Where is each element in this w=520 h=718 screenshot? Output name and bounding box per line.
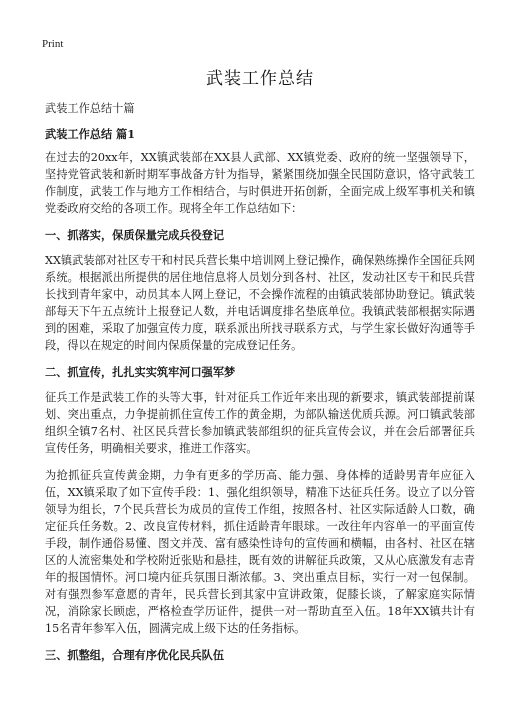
section-heading-3: 三、抓整组，合理有序优化民兵队伍 [45, 648, 225, 662]
article-title: 武装工作总结 篇1 [45, 127, 135, 141]
section-2-paragraph-2: 为抢抓征兵宣传黄金期，力争有更多的学历高、能力强、身体棒的适龄男青年应征入伍，XX镇采取了如下宣传手段：1、强化组织领导，精准下达征兵任务。设立了以分管领导为组长，7个民兵营长为成员的宣传工作组，按照各村、社区实际适龄人口数，确定征兵任务数。2、改良宣传材料，抓住适龄青年眼球。一改往年内容单一的平面宣传手段，制作通俗易懂、图文并茂、富有感染性诗句的宣传画和横幅，由各村、社区在辖区的人流密集处和学校附近张贴和悬挂，既有效的讲解征兵政策，又从心底激发有志青年的报国情怀。河口境内征兵氛围日渐浓郁。3、突出重点目标，实行一对一包保制。对有强烈参军意愿的青年，民兵营长到其家中宣讲政策，促膝长谈，了解家庭实际情况，消除家长顾虑，严格检查学历证件，提供一对一帮助直至入伍。18年XX镇共计有15名青年参军入伍，圆满完成上级下达的任务指标。 [45, 469, 475, 635]
section-2-paragraph-1: 征兵工作是武装工作的头等大事，针对征兵工作近年来出现的新要求，镇武装部提前谋划、突出重点，力争提前抓住宣传工作的黄金期，为部队输送优质兵源。河口镇武装部组织全镇7名村、社区民兵营长参加镇武装部组织的征兵宣传会议，并在会后部署征兵宣传任务，明确相关要求，推进工作落实。 [45, 391, 475, 455]
section-heading-1: 一、抓落实，保质保量完成兵役登记 [45, 228, 225, 242]
document-body [45, 100, 475, 672]
print-link[interactable]: Print [42, 38, 64, 50]
section-heading-2: 二、抓宣传，扎扎实实筑牢河口强军梦 [45, 365, 236, 379]
document-title: 武装工作总结 [206, 69, 314, 89]
section-1-paragraph: XX镇武装部对社区专干和村民兵营长集中培训网上登记操作，确保熟练操作全国征兵网系统。根据派出所提供的居住地信息将人员划分到各村、社区，发动社区专干和民兵营长找到青年家中，动员其本人网上登记，不会操作流程的由镇武装部协助登记。镇武装部每天下午五点统计上报登记人数，并电话调度排名垫底单位。我镇武装部根据实际遇到的困难，采取了加强宣传力度，联系派出所找寻联系方式，与学生家长做好沟通等手段，得以在规定的时间内保质保量的完成登记任务。 [45, 254, 475, 352]
document-subtitle: 武装工作总结十篇 [45, 102, 135, 115]
intro-paragraph: 在过去的20xx年，XX镇武装部在XX县人武部、XX镇党委、政府的统一坚强领导下，坚持党管武装和新时期军事战备方针为指导，紧紧围绕加强全民国防意识，恪守武装工作制度，武装工作与地方工作相结合，与时俱进开拓创新，全面完成上级军事机关和镇党委政府交给的各项工作。现将全年工作总结如下： [45, 151, 475, 215]
